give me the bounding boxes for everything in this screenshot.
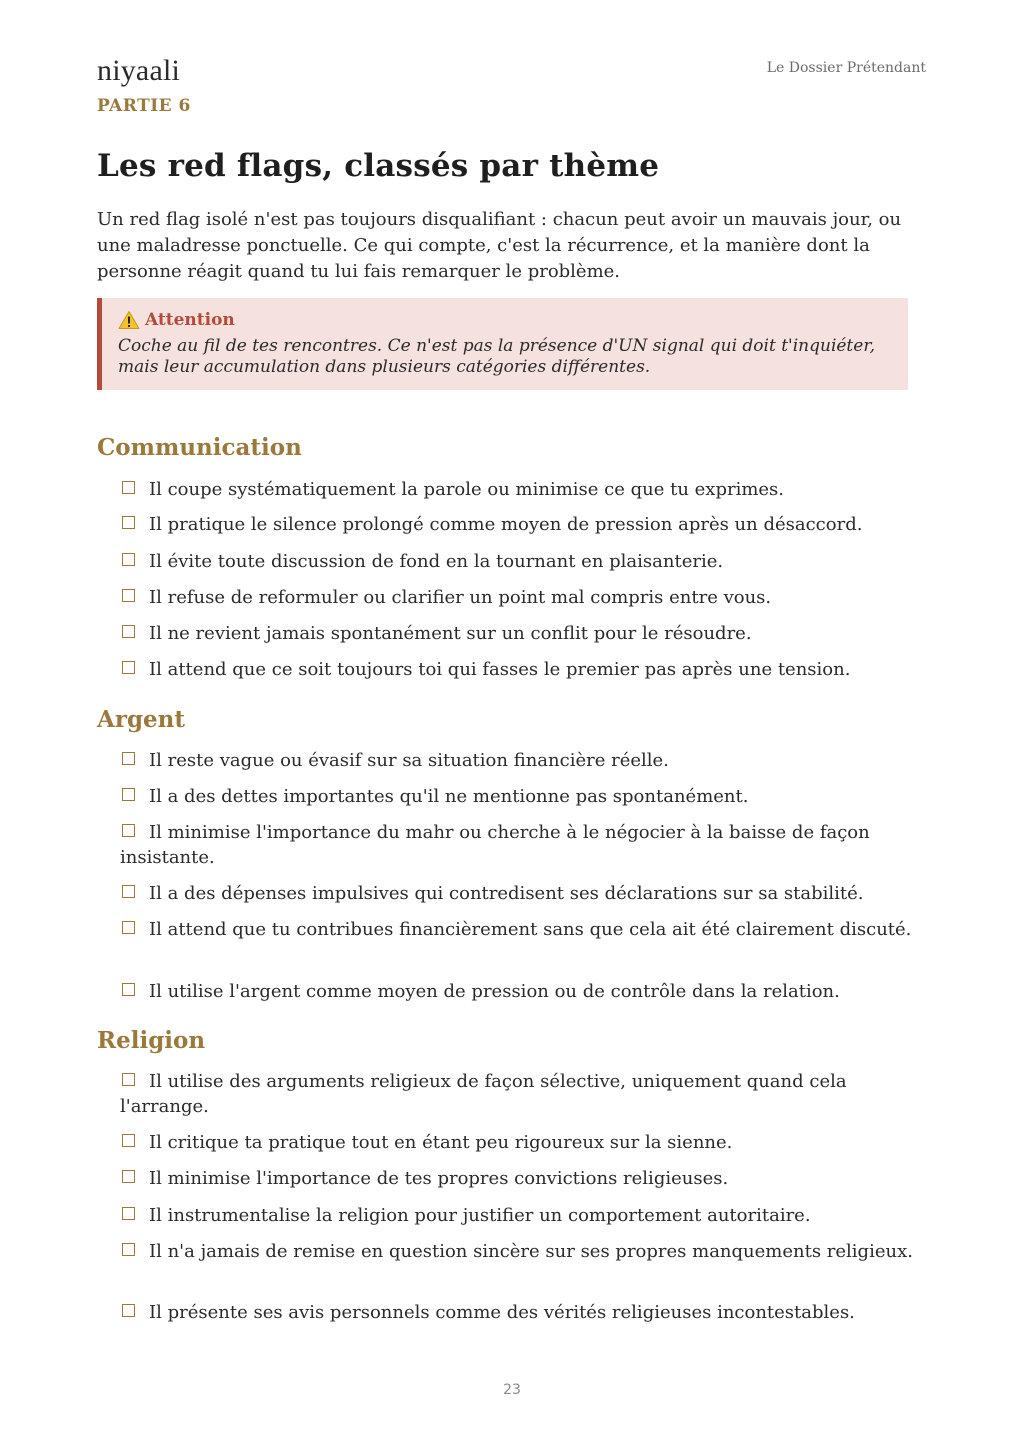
callout-text: Coche au fil de tes rencontres. Ce n'est pas la présence d'UN signal qui doit t'inquiéter, mais leur accumulation dans plusieurs catégories différentes. [118, 336, 875, 377]
checkbox[interactable] [122, 752, 135, 765]
part-label: PARTIE 6 [97, 96, 191, 116]
page-number: 23 [503, 1382, 521, 1398]
checklist-item [120, 1300, 920, 1325]
checklist-item [120, 820, 920, 870]
checkbox[interactable] [122, 824, 135, 837]
checklist-item [120, 784, 920, 809]
checkbox[interactable] [122, 921, 135, 934]
callout-header [118, 309, 892, 331]
checkbox[interactable] [122, 553, 135, 566]
checkbox[interactable] [122, 1243, 135, 1256]
checkbox[interactable] [122, 516, 135, 529]
checklist-item [120, 881, 920, 906]
checkbox[interactable] [122, 1207, 135, 1220]
attention-callout [97, 298, 908, 390]
page-title: Les red flags, classés par thème [97, 148, 660, 184]
checklist-item [120, 477, 920, 502]
checklist-item-text: Il présente ses avis personnels comme des vérités religieuses incontestables. [149, 1302, 855, 1323]
running-title: Le Dossier Prétendant [766, 60, 926, 76]
checkbox[interactable] [122, 1073, 135, 1086]
checklist-item-text: Il pratique le silence prolongé comme moyen de pression après un désaccord. [149, 514, 863, 535]
checklist-item [120, 979, 920, 1004]
checklist-item [120, 1069, 920, 1119]
checklist-item [120, 748, 920, 773]
checklist-item-text: Il minimise l'importance du mahr ou cherche à le négocier à la baisse de façon insistante. [120, 822, 870, 868]
checkbox[interactable] [122, 788, 135, 801]
checkbox[interactable] [122, 1134, 135, 1147]
checklist-item [120, 585, 920, 610]
checkbox[interactable] [122, 1170, 135, 1183]
checklist-item-text: Il attend que tu contribues financièrement sans que cela ait été clairement discuté. [149, 919, 912, 940]
brand-logo: niyaali [97, 54, 181, 87]
checklist-item-text: Il reste vague ou évasif sur sa situation financière réelle. [149, 750, 669, 771]
checklist-item [120, 917, 920, 942]
checklist-item-text: Il n'a jamais de remise en question sincère sur ses propres manquements religieux. [149, 1241, 913, 1262]
callout-label: Attention [145, 310, 235, 330]
checkbox[interactable] [122, 1304, 135, 1317]
checklist-item [120, 657, 920, 682]
checklist-item [120, 1130, 920, 1155]
checkbox[interactable] [122, 983, 135, 996]
checklist-item [120, 1203, 920, 1228]
checkbox[interactable] [122, 481, 135, 494]
checklist-item-text: Il a des dépenses impulsives qui contredisent ses déclarations sur sa stabilité. [149, 883, 864, 904]
checklist-item-text: Il utilise des arguments religieux de façon sélective, uniquement quand cela l'arrange. [120, 1071, 847, 1117]
checklist-item-text: Il minimise l'importance de tes propres convictions religieuses. [149, 1168, 729, 1189]
section-title-religion: Religion [97, 1027, 206, 1054]
checkbox[interactable] [122, 625, 135, 638]
intro-paragraph: Un red flag isolé n'est pas toujours disqualifiant : chacun peut avoir un mauvais jour, ou une maladresse ponctuelle. Ce qui compte, c'est la récurrence, et la manière dont la personne réagit quand tu lui fais remarquer le problème. [97, 209, 902, 282]
page-header [97, 52, 926, 92]
checklist-item-text: Il utilise l'argent comme moyen de pression ou de contrôle dans la relation. [149, 981, 840, 1002]
section-title-communication: Communication [97, 434, 302, 461]
checkbox[interactable] [122, 589, 135, 602]
checklist-item [120, 512, 920, 537]
checklist-item-text: Il attend que ce soit toujours toi qui fasses le premier pas après une tension. [149, 659, 851, 680]
checklist-item [120, 1239, 920, 1264]
checklist-item-text: Il ne revient jamais spontanément sur un conflit pour le résoudre. [149, 623, 752, 644]
checklist-item-text: Il critique ta pratique tout en étant peu rigoureux sur la sienne. [149, 1132, 733, 1153]
checklist-item [120, 549, 920, 574]
checklist-item [120, 1166, 920, 1191]
checklist-item-text: Il instrumentalise la religion pour justifier un comportement autoritaire. [149, 1205, 811, 1226]
checklist-item-text: Il a des dettes importantes qu'il ne mentionne pas spontanément. [149, 786, 749, 807]
checklist-item [120, 621, 920, 646]
warning-icon [118, 310, 140, 330]
checklist-item-text: Il évite toute discussion de fond en la tournant en plaisanterie. [149, 551, 724, 572]
checklist-item-text: Il coupe systématiquement la parole ou minimise ce que tu exprimes. [149, 479, 785, 500]
section-title-argent: Argent [97, 706, 186, 733]
checkbox[interactable] [122, 661, 135, 674]
checkbox[interactable] [122, 885, 135, 898]
checklist-item-text: Il refuse de reformuler ou clarifier un point mal compris entre vous. [149, 587, 772, 608]
